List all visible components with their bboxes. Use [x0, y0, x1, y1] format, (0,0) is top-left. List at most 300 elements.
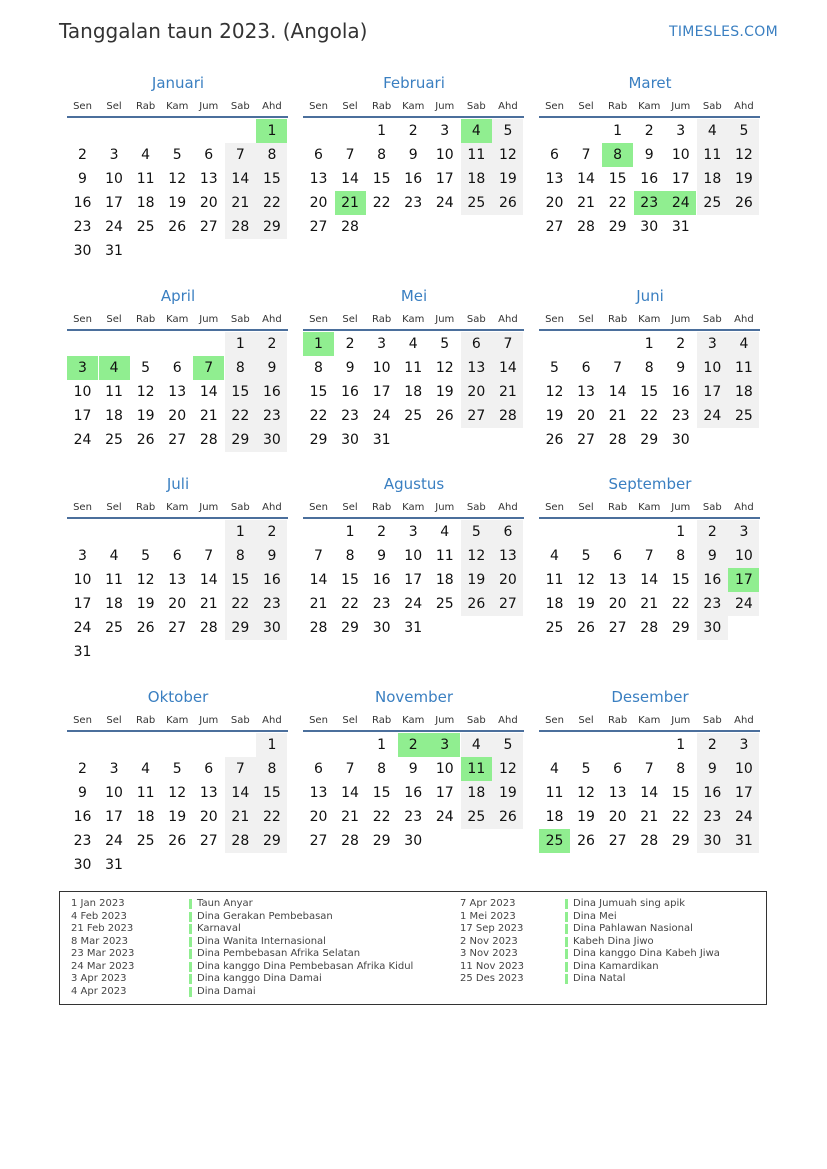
weekday-label: Sen	[309, 502, 328, 513]
day-cell: 9	[697, 757, 728, 781]
weekday-label: Sen	[309, 715, 328, 726]
day-cell: 17	[404, 572, 423, 588]
weekday-label: Rab	[372, 502, 392, 513]
day-cell: 20	[309, 195, 328, 211]
day-cell: 9	[644, 147, 654, 163]
month-name: Juli	[166, 475, 190, 493]
legend-date: 17 Sep 2023	[460, 923, 524, 934]
legend-date: 3 Nov 2023	[460, 948, 518, 959]
day-cell: 8	[314, 360, 323, 376]
weekday-label: Sab	[702, 715, 722, 726]
day-cell: 15	[256, 167, 287, 191]
day-cell: 11	[404, 360, 423, 376]
day-cell: 26	[577, 620, 595, 636]
day-cell: 15	[640, 384, 659, 400]
day-cell: 12	[728, 143, 759, 167]
day-cell: 30	[256, 428, 287, 452]
day-cell: 14	[341, 785, 359, 801]
day-cell: 12	[168, 171, 187, 187]
day-cell: 15	[309, 384, 328, 400]
day-cell: 26	[168, 833, 187, 849]
weekday-label: Ahd	[498, 715, 518, 726]
weekday-label: Sab	[466, 101, 486, 112]
day-cell: 18	[545, 596, 564, 612]
day-cell: 1	[225, 520, 256, 544]
legend-holiday-marker	[189, 912, 192, 922]
day-cell: 27	[608, 620, 627, 636]
day-cell: 1	[377, 123, 387, 139]
day-cell: 24	[404, 596, 423, 612]
day-cell: 16	[341, 384, 359, 400]
legend-date: 7 Apr 2023	[460, 898, 516, 909]
day-cell: 5	[141, 360, 151, 376]
legend-holiday-name: Dina Wanita Internasional	[197, 935, 326, 947]
day-cell: 20	[199, 195, 218, 211]
weekday-label: Kam	[166, 314, 189, 325]
day-cell: 19	[461, 568, 492, 592]
weekday-label: Sen	[73, 101, 92, 112]
legend-holiday-name: Taun Anyar	[197, 898, 253, 909]
legend-holiday-name: Karnaval	[197, 923, 241, 934]
month-header-rule	[303, 730, 524, 732]
day-cell: 9	[377, 548, 387, 564]
weekday-label: Sel	[342, 502, 358, 513]
day-cell: 6	[172, 360, 182, 376]
day-cell: 20	[461, 380, 492, 404]
weekday-label: Sel	[578, 502, 594, 513]
day-cell: 25	[728, 404, 759, 428]
day-cell: 27	[577, 432, 595, 448]
day-cell: 21	[640, 596, 659, 612]
day-cell: 11	[545, 572, 564, 588]
day-cell: 15	[372, 785, 391, 801]
day-cell: 2	[676, 336, 686, 352]
weekday-label: Rab	[372, 101, 392, 112]
day-cell: 3	[440, 123, 450, 139]
day-cell: 24	[435, 195, 454, 211]
weekday-label: Ahd	[734, 502, 754, 513]
month-header-rule	[303, 116, 524, 118]
day-cell: 24	[105, 833, 123, 849]
day-cell: 19	[168, 195, 187, 211]
day-cell: 27	[309, 219, 328, 235]
day-cell: 5	[172, 761, 182, 777]
legend-holiday-name: Dina kanggo Dina Pembebasan Afrika Kidul	[197, 960, 414, 972]
weekday-label: Jum	[671, 101, 691, 112]
day-cell: 29	[671, 620, 690, 636]
weekday-label: Sab	[702, 101, 722, 112]
day-cell: 4	[109, 548, 119, 564]
weekday-label: Sab	[230, 101, 250, 112]
day-cell: 17	[105, 809, 123, 825]
day-cell: 19	[435, 384, 454, 400]
day-cell: 18	[136, 809, 155, 825]
day-cell: 18	[105, 596, 123, 612]
day-cell: 7	[204, 548, 214, 564]
day-cell: 4	[141, 147, 151, 163]
day-cell: 25	[461, 805, 492, 829]
holiday-day-cell: 21	[335, 191, 366, 215]
day-cell: 16	[73, 195, 92, 211]
day-cell: 22	[341, 596, 359, 612]
month-name: Oktober	[147, 688, 209, 706]
day-cell: 19	[136, 596, 155, 612]
day-cell: 8	[676, 548, 686, 564]
weekday-label: Sen	[309, 101, 328, 112]
day-cell: 31	[105, 243, 123, 259]
day-cell: 25	[435, 596, 454, 612]
legend-holiday-name: Dina Damai	[197, 985, 256, 997]
day-cell: 12	[577, 572, 595, 588]
day-cell: 8	[256, 757, 287, 781]
day-cell: 15	[225, 380, 256, 404]
weekday-label: Rab	[136, 502, 156, 513]
page-title: Tanggalan taun 2023. (Angola)	[59, 19, 368, 43]
day-cell: 12	[492, 757, 523, 781]
legend-date: 1 Mei 2023	[460, 910, 516, 922]
day-cell: 3	[109, 761, 119, 777]
weekday-label: Rab	[608, 101, 628, 112]
day-cell: 27	[168, 432, 187, 448]
day-cell: 3	[728, 733, 759, 757]
weekday-label: Rab	[136, 101, 156, 112]
legend-date: 2 Nov 2023	[460, 935, 518, 947]
day-cell: 7	[644, 548, 654, 564]
day-cell: 31	[671, 219, 690, 235]
day-cell: 22	[671, 809, 690, 825]
day-cell: 25	[105, 432, 123, 448]
month-name: Maret	[628, 74, 672, 92]
day-cell: 16	[697, 781, 728, 805]
day-cell: 2	[78, 147, 87, 163]
weekday-label: Jum	[435, 314, 455, 325]
weekday-label: Jum	[199, 715, 219, 726]
day-cell: 12	[435, 360, 454, 376]
day-cell: 30	[671, 432, 690, 448]
day-cell: 21	[225, 191, 256, 215]
day-cell: 11	[461, 143, 492, 167]
legend-date: 23 Mar 2023	[71, 948, 135, 959]
day-cell: 20	[199, 809, 218, 825]
day-cell: 7	[581, 147, 591, 163]
day-cell: 4	[440, 524, 450, 540]
weekday-label: Jum	[671, 314, 691, 325]
day-cell: 14	[225, 781, 256, 805]
day-cell: 6	[204, 761, 214, 777]
day-cell: 6	[581, 360, 591, 376]
day-cell: 7	[225, 143, 256, 167]
day-cell: 12	[577, 785, 595, 801]
day-cell: 23	[697, 592, 728, 616]
weekday-label: Kam	[402, 502, 425, 513]
legend-holiday-marker	[189, 937, 192, 947]
weekday-label: Sab	[230, 314, 250, 325]
legend-date: 8 Mar 2023	[71, 935, 129, 947]
brand-link[interactable]: TIMESLES.COM	[669, 24, 778, 40]
day-cell: 22	[256, 191, 287, 215]
day-cell: 22	[309, 408, 328, 424]
day-cell: 9	[408, 147, 418, 163]
weekday-label: Sab	[230, 715, 250, 726]
day-cell: 1	[225, 332, 256, 356]
weekday-label: Kam	[402, 314, 425, 325]
day-cell: 14	[309, 572, 328, 588]
weekday-label: Sen	[73, 314, 92, 325]
weekday-label: Ahd	[734, 715, 754, 726]
day-cell: 21	[309, 596, 328, 612]
day-cell: 31	[728, 829, 759, 853]
legend-holiday-name: Kabeh Dina Jiwo	[573, 935, 654, 947]
day-cell: 4	[550, 761, 559, 777]
weekday-label: Sab	[466, 715, 486, 726]
day-cell: 9	[676, 360, 686, 376]
day-cell: 26	[577, 833, 595, 849]
day-cell: 4	[141, 761, 151, 777]
day-cell: 12	[492, 143, 523, 167]
weekday-label: Jum	[435, 502, 455, 513]
day-cell: 10	[404, 548, 423, 564]
weekday-label: Kam	[638, 715, 661, 726]
legend-date: 21 Feb 2023	[71, 923, 134, 934]
day-cell: 20	[168, 408, 187, 424]
weekday-label: Rab	[608, 314, 628, 325]
day-cell: 21	[492, 380, 523, 404]
weekday-label: Sab	[466, 314, 486, 325]
month-header-rule	[67, 730, 288, 732]
day-cell: 21	[640, 809, 659, 825]
month-header-rule	[539, 730, 760, 732]
day-cell: 18	[105, 408, 123, 424]
weekday-label: Sel	[578, 314, 594, 325]
legend-holiday-name: Dina Pembebasan Afrika Selatan	[197, 948, 361, 959]
weekday-label: Sel	[106, 101, 122, 112]
day-cell: 2	[408, 123, 418, 139]
legend-date: 25 Des 2023	[460, 973, 524, 984]
day-cell: 19	[136, 408, 155, 424]
weekday-label: Kam	[166, 101, 189, 112]
day-cell: 14	[225, 167, 256, 191]
holiday-day-cell: 3	[67, 356, 98, 380]
month-header-rule	[303, 329, 524, 331]
day-cell: 10	[728, 757, 759, 781]
legend-holiday-marker	[189, 987, 192, 997]
day-cell: 13	[168, 384, 187, 400]
day-cell: 9	[78, 171, 87, 187]
day-cell: 10	[372, 360, 391, 376]
day-cell: 7	[314, 548, 323, 564]
day-cell: 26	[492, 805, 523, 829]
day-cell: 14	[199, 384, 218, 400]
day-cell: 10	[105, 171, 123, 187]
day-cell: 30	[404, 833, 423, 849]
day-cell: 7	[225, 757, 256, 781]
legend-holiday-marker	[565, 912, 568, 922]
day-cell: 5	[728, 119, 759, 143]
legend-holiday-name: Dina kanggo Dina Kabeh Jiwa	[573, 948, 720, 959]
day-cell: 14	[577, 171, 595, 187]
weekday-label: Kam	[638, 101, 661, 112]
day-cell: 28	[199, 620, 218, 636]
day-cell: 7	[644, 761, 654, 777]
day-cell: 23	[697, 805, 728, 829]
weekday-label: Kam	[166, 502, 189, 513]
month-name: Agustus	[383, 475, 445, 493]
day-cell: 16	[697, 568, 728, 592]
weekday-label: Sab	[230, 502, 250, 513]
day-cell: 8	[377, 147, 387, 163]
day-cell: 13	[461, 356, 492, 380]
day-cell: 3	[728, 520, 759, 544]
day-cell: 10	[73, 572, 92, 588]
day-cell: 16	[372, 572, 391, 588]
day-cell: 15	[256, 781, 287, 805]
day-cell: 5	[440, 336, 450, 352]
day-cell: 12	[545, 384, 564, 400]
day-cell: 9	[697, 544, 728, 568]
day-cell: 16	[256, 380, 287, 404]
day-cell: 26	[168, 219, 187, 235]
weekday-label: Ahd	[262, 502, 282, 513]
legend-holiday-name: Dina Pahlawan Nasional	[573, 923, 693, 934]
day-cell: 11	[105, 384, 123, 400]
day-cell: 26	[435, 408, 454, 424]
holiday-day-cell: 4	[99, 356, 130, 380]
day-cell: 27	[461, 404, 492, 428]
day-cell: 22	[372, 809, 391, 825]
day-cell: 7	[345, 147, 355, 163]
legend-holiday-name: Dina Gerakan Pembebasan	[197, 910, 333, 922]
day-cell: 3	[377, 336, 387, 352]
day-cell: 30	[73, 243, 92, 259]
day-cell: 27	[168, 620, 187, 636]
day-cell: 17	[671, 171, 690, 187]
holiday-day-cell: 1	[303, 332, 334, 356]
day-cell: 29	[309, 432, 328, 448]
day-cell: 18	[728, 380, 759, 404]
day-cell: 3	[408, 524, 418, 540]
weekday-label: Kam	[402, 715, 425, 726]
day-cell: 15	[372, 171, 391, 187]
day-cell: 6	[204, 147, 214, 163]
day-cell: 25	[136, 219, 155, 235]
day-cell: 9	[345, 360, 355, 376]
legend-date: 24 Mar 2023	[71, 960, 135, 972]
day-cell: 25	[136, 833, 155, 849]
legend-holiday-name: Dina Natal	[573, 973, 626, 984]
day-cell: 28	[309, 620, 328, 636]
day-cell: 6	[492, 520, 523, 544]
day-cell: 22	[640, 408, 659, 424]
day-cell: 21	[199, 596, 218, 612]
day-cell: 22	[671, 596, 690, 612]
day-cell: 29	[256, 829, 287, 853]
weekday-label: Rab	[136, 314, 156, 325]
weekday-label: Sab	[702, 314, 722, 325]
day-cell: 17	[73, 596, 92, 612]
legend-holiday-marker	[565, 924, 568, 934]
month-name: November	[374, 688, 454, 706]
day-cell: 17	[73, 408, 92, 424]
day-cell: 29	[640, 432, 659, 448]
day-cell: 12	[136, 384, 155, 400]
legend-holiday-marker	[565, 962, 568, 972]
day-cell: 16	[404, 785, 423, 801]
legend-holiday-name: Dina Mei	[573, 910, 617, 922]
weekday-label: Rab	[372, 715, 392, 726]
holiday-day-cell: 24	[665, 191, 696, 215]
day-cell: 23	[256, 404, 287, 428]
day-cell: 25	[461, 191, 492, 215]
day-cell: 9	[256, 544, 287, 568]
day-cell: 11	[105, 572, 123, 588]
day-cell: 6	[172, 548, 182, 564]
day-cell: 14	[608, 384, 627, 400]
day-cell: 24	[105, 219, 123, 235]
day-cell: 30	[372, 620, 391, 636]
day-cell: 13	[608, 572, 627, 588]
legend-holiday-name: Dina kanggo Dina Damai	[197, 973, 322, 984]
day-cell: 1	[345, 524, 355, 540]
day-cell: 11	[545, 785, 564, 801]
day-cell: 18	[404, 384, 423, 400]
weekday-label: Rab	[608, 715, 628, 726]
holiday-day-cell: 3	[429, 733, 460, 757]
weekday-label: Sen	[73, 715, 92, 726]
day-cell: 13	[545, 171, 564, 187]
month-name: September	[608, 475, 692, 493]
day-cell: 19	[728, 167, 759, 191]
day-cell: 25	[545, 620, 564, 636]
day-cell: 21	[225, 805, 256, 829]
day-cell: 23	[372, 596, 391, 612]
day-cell: 15	[225, 568, 256, 592]
day-cell: 24	[728, 805, 759, 829]
weekday-label: Sen	[73, 502, 92, 513]
day-cell: 18	[461, 781, 492, 805]
day-cell: 5	[581, 548, 591, 564]
day-cell: 2	[644, 123, 654, 139]
day-cell: 3	[109, 147, 119, 163]
legend-date: 4 Apr 2023	[71, 985, 127, 997]
month-name: Februari	[383, 74, 445, 92]
day-cell: 6	[613, 761, 623, 777]
day-cell: 30	[73, 857, 92, 873]
weekday-label: Ahd	[262, 715, 282, 726]
day-cell: 24	[73, 432, 92, 448]
weekday-label: Sab	[466, 502, 486, 513]
day-cell: 13	[309, 171, 328, 187]
weekday-label: Kam	[638, 314, 661, 325]
weekday-label: Sen	[545, 715, 564, 726]
day-cell: 13	[608, 785, 627, 801]
day-cell: 22	[225, 404, 256, 428]
month-name: April	[160, 287, 196, 305]
day-cell: 17	[372, 384, 391, 400]
day-cell: 25	[105, 620, 123, 636]
day-cell: 9	[256, 356, 287, 380]
day-cell: 29	[608, 219, 627, 235]
day-cell: 28	[225, 829, 256, 853]
day-cell: 28	[640, 620, 659, 636]
day-cell: 19	[577, 809, 595, 825]
day-cell: 30	[697, 829, 728, 853]
day-cell: 29	[225, 428, 256, 452]
day-cell: 5	[492, 119, 523, 143]
holiday-legend	[59, 891, 767, 1005]
weekday-label: Ahd	[734, 314, 754, 325]
day-cell: 10	[728, 544, 759, 568]
day-cell: 18	[136, 195, 155, 211]
